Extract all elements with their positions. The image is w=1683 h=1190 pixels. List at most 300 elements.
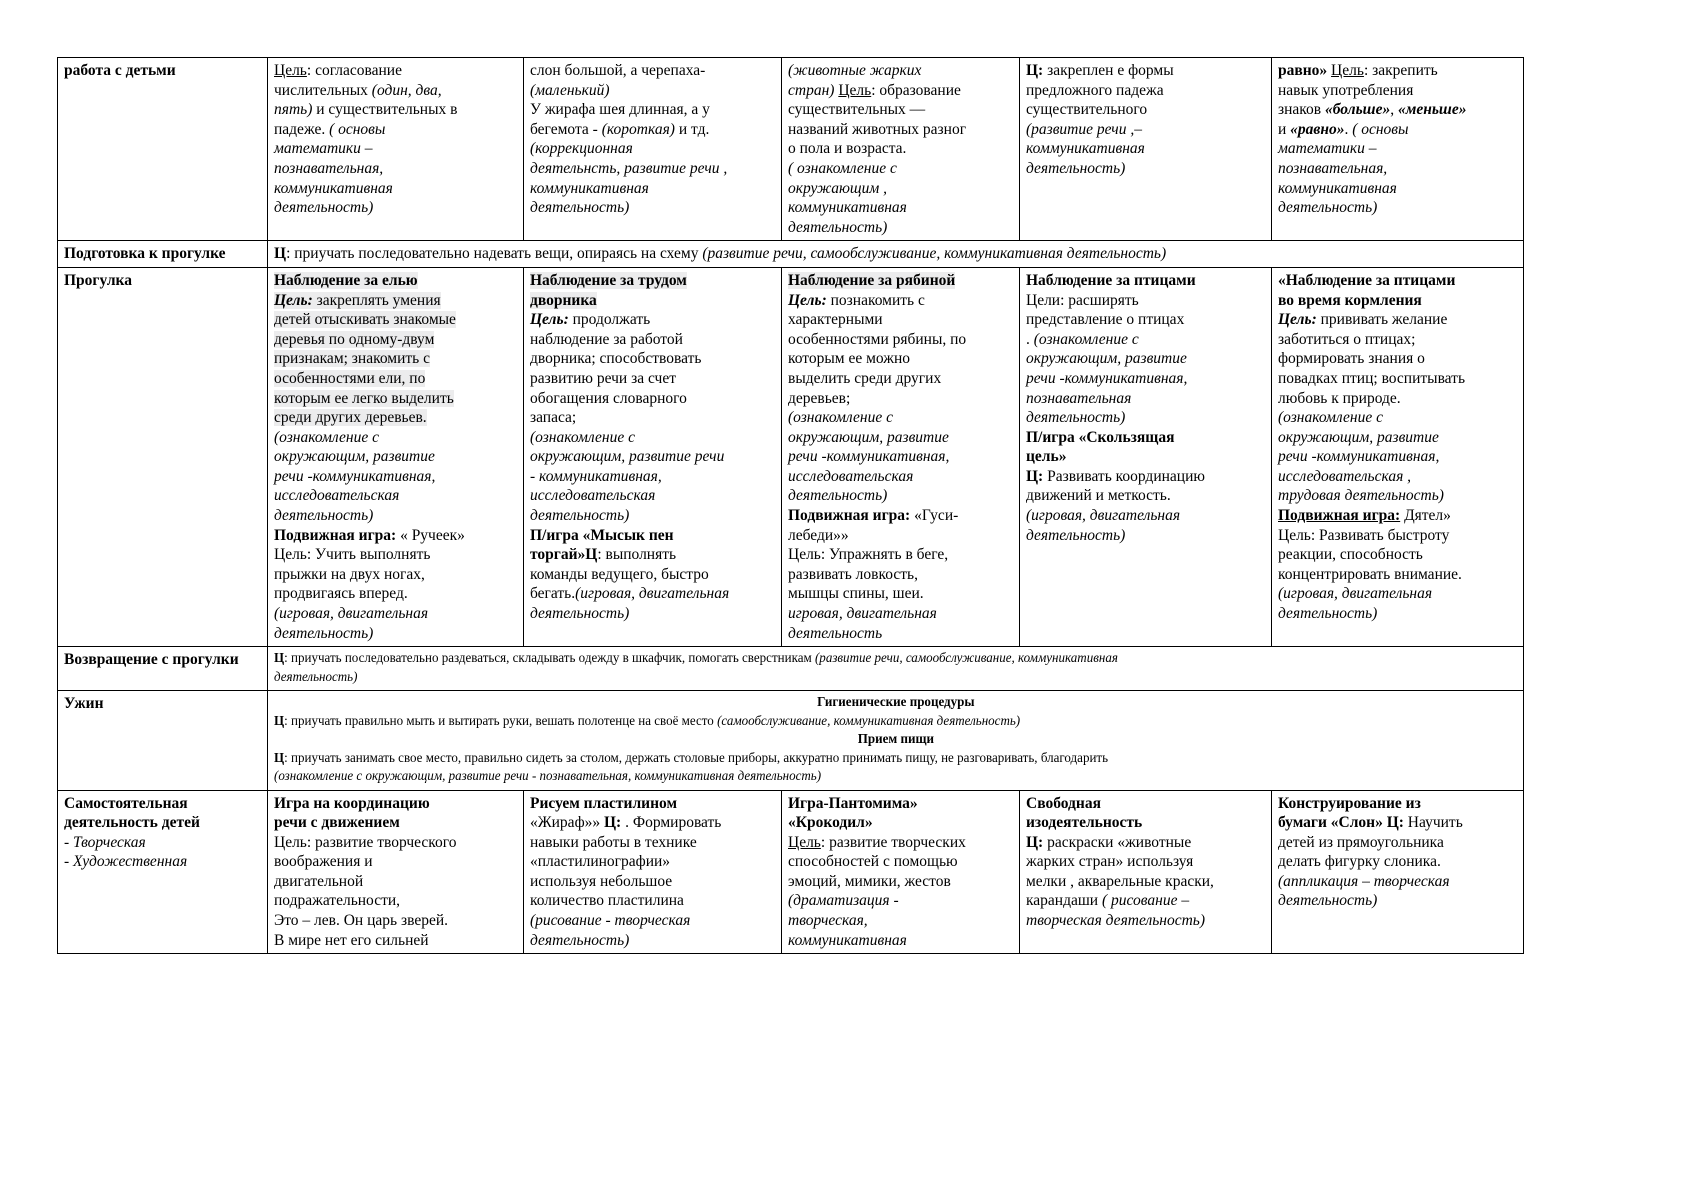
text-run: повадках птиц; воспитывать xyxy=(1278,369,1466,387)
text-line xyxy=(788,61,1014,81)
cell-body xyxy=(1026,61,1266,179)
table-row xyxy=(58,241,1524,268)
text-run: Гигиенические процедуры xyxy=(817,695,975,711)
text-run: окружающим, развитие речи xyxy=(530,448,725,466)
text-run: : согласование xyxy=(306,62,402,79)
cell-body xyxy=(530,271,776,624)
text-run: (самообслуживание, коммуникативная деятельность) xyxy=(717,713,1021,729)
text-run: и тд. xyxy=(674,120,710,138)
text-run: эмоций, мимики, жестов xyxy=(788,872,951,890)
text-run: Наблюдение за елью xyxy=(274,271,418,289)
text-run: трудовая деятельность) xyxy=(1278,487,1444,505)
cell-progulka-2 xyxy=(524,267,782,646)
text-line xyxy=(1026,486,1266,506)
text-line xyxy=(530,565,776,585)
text-run: деятельность xyxy=(788,624,883,642)
text-run: коммуникативная xyxy=(530,179,649,197)
row-label-text: Возвращение с прогулки xyxy=(64,651,239,669)
text-line xyxy=(274,669,1518,687)
text-run: (игровая, двигательная xyxy=(1278,585,1433,603)
text-run: Это – лев. Он царь зверей. xyxy=(274,912,448,930)
text-run: окружающим, развитие xyxy=(788,428,949,446)
text-line xyxy=(274,389,518,409)
text-line xyxy=(274,428,518,448)
text-line xyxy=(788,447,1014,467)
text-run: закреплен е формы xyxy=(1043,62,1174,79)
text-line xyxy=(788,81,1014,101)
text-run: деятельность) xyxy=(1278,605,1378,623)
row-label-samostoyatelnaya-deyatelnost xyxy=(58,790,268,954)
text-run: карандаши xyxy=(1026,892,1102,910)
text-run: навык употребления xyxy=(1278,81,1414,99)
text-run: (короткая) xyxy=(601,120,675,138)
text-run: формировать знания о xyxy=(1278,350,1425,368)
text-run: (драматизация - xyxy=(788,892,899,910)
text-run: цель» xyxy=(1026,448,1067,466)
row-label-rabota-s-detmi xyxy=(58,58,268,241)
text-line xyxy=(274,891,518,911)
text-run: «больше» xyxy=(1324,101,1391,119)
text-run: команды ведущего, быстро xyxy=(530,565,709,583)
cell-body xyxy=(1026,271,1266,545)
text-line xyxy=(1026,526,1266,546)
cell-rabota-s-detmi-4 xyxy=(1020,58,1272,241)
cell-body xyxy=(274,271,518,643)
text-run: стран) xyxy=(788,81,835,99)
text-line xyxy=(1026,139,1266,159)
text-line xyxy=(1278,408,1518,428)
text-line xyxy=(274,330,518,350)
text-line xyxy=(274,694,1518,712)
text-run: развитию речи за счет xyxy=(530,369,676,387)
text-line xyxy=(1026,369,1266,389)
text-line xyxy=(1278,584,1518,604)
text-line xyxy=(274,794,518,814)
text-line xyxy=(788,852,1014,872)
table-row xyxy=(58,790,1524,954)
text-run: математики – xyxy=(1278,140,1377,158)
text-line xyxy=(1278,467,1518,487)
text-run: (игровая, двигательная xyxy=(274,605,429,623)
text-run: ( ознакомление с xyxy=(788,159,897,177)
text-line xyxy=(274,120,518,140)
cell-body xyxy=(1278,61,1518,218)
text-run: коммуникативная xyxy=(788,931,907,949)
text-run: двигательной xyxy=(274,872,364,890)
text-run: Подвижная игра: xyxy=(1278,507,1401,525)
table-row xyxy=(58,647,1524,691)
cell-samostoyatelnaya-deyatelnost-3 xyxy=(782,790,1020,954)
text-run: речи -коммуникативная, xyxy=(788,448,950,466)
text-run: деятельнсть, развитие речи , xyxy=(530,159,728,177)
text-run: прыжки на двух ногах, xyxy=(274,565,425,583)
text-line xyxy=(1278,852,1518,872)
cell-body xyxy=(788,61,1014,237)
text-run: : приучать правильно мыть и вытирать руки, вешать полотенце на своё место xyxy=(284,713,718,729)
text-run: среди других деревьев. xyxy=(274,409,427,427)
text-line xyxy=(274,713,1518,731)
text-run: мышцы спины, шеи. xyxy=(788,585,924,603)
text-line xyxy=(1278,179,1518,199)
text-run: «меньше» xyxy=(1397,101,1467,119)
text-run: бегать. xyxy=(530,585,576,603)
text-run: которым ее легко выделить xyxy=(274,389,454,407)
text-run: речи -коммуникативная, xyxy=(274,467,436,485)
text-line xyxy=(1026,872,1266,892)
text-line xyxy=(530,891,776,911)
text-run: навыки работы в технике xyxy=(530,833,697,851)
text-run: Рисуем пластилином xyxy=(530,794,678,812)
text-run: : развитие творческих xyxy=(820,833,966,851)
cell-body xyxy=(274,794,518,951)
text-run: которым ее можно xyxy=(788,350,911,368)
text-run: : выполнять xyxy=(597,546,677,564)
row-label-text: Самостоятельная деятельность детей xyxy=(64,794,200,832)
row-label-text: Прогулка xyxy=(64,271,132,289)
text-line xyxy=(1278,486,1518,506)
text-line xyxy=(1278,100,1518,120)
row-label-uzhin xyxy=(58,691,268,790)
text-line xyxy=(1278,428,1518,448)
text-run: существительных — xyxy=(788,101,926,119)
text-run: : приучать занимать свое место, правильно сидеть за столом, держать столовые приборы, аккуратно принимать пищу, не разговаривать, благодарить xyxy=(284,750,1109,766)
cell-progulka-3 xyxy=(782,267,1020,646)
text-line xyxy=(788,526,1014,546)
text-line xyxy=(530,159,776,179)
text-line xyxy=(788,486,1014,506)
text-run: Художественная xyxy=(73,853,188,871)
text-line xyxy=(788,467,1014,487)
text-run: (игровая, двигательная xyxy=(1026,507,1181,525)
text-run: Игра-Пантомима» xyxy=(788,794,918,812)
text-run: Цель: Учить выполнять xyxy=(274,546,431,564)
text-run: Прием пищи xyxy=(857,732,934,748)
text-run: Ц xyxy=(274,750,285,766)
text-line xyxy=(788,794,1014,814)
text-run: деятельность) xyxy=(1026,409,1126,427)
text-run: познакомить с xyxy=(826,291,925,309)
text-run: - xyxy=(64,833,74,851)
text-run: коммуникативная xyxy=(274,179,393,197)
text-line xyxy=(1026,891,1266,911)
cell-progulka-5 xyxy=(1272,267,1524,646)
text-run: деятельность) xyxy=(1278,199,1378,217)
text-line xyxy=(274,852,518,872)
text-line xyxy=(64,852,262,872)
text-line xyxy=(1278,349,1518,369)
text-run: Ц xyxy=(274,245,287,263)
text-run: «равно» xyxy=(1290,120,1345,138)
text-line xyxy=(530,198,776,218)
text-line xyxy=(1278,330,1518,350)
text-line xyxy=(274,833,518,853)
text-run: : приучать последовательно раздеваться, складывать одежду в шкафчик, помогать сверстникам xyxy=(284,651,815,667)
text-line xyxy=(530,467,776,487)
text-run: : приучать последовательно надевать вещи, опираясь на схему xyxy=(286,245,703,263)
text-run: (развитие речи, самообслуживание, коммуникативная деятельность) xyxy=(702,245,1167,263)
text-run: игровая, двигательная xyxy=(788,605,937,623)
text-run: Ц: xyxy=(1026,467,1044,485)
text-run: В мире нет его сильней xyxy=(274,931,429,949)
text-line xyxy=(274,931,518,951)
cell-body xyxy=(1026,794,1266,931)
text-run: особенностями ели, по xyxy=(274,369,426,387)
text-run: творческая, xyxy=(788,912,868,930)
text-run: Наблюдение за рябиной xyxy=(788,271,956,289)
text-run: деятельность) xyxy=(1026,159,1126,177)
text-line xyxy=(274,159,518,179)
text-line xyxy=(530,545,776,565)
text-line xyxy=(1026,447,1266,467)
text-run: количество пластилина xyxy=(530,892,684,910)
text-line xyxy=(788,408,1014,428)
text-line xyxy=(274,526,518,546)
text-run: речи -коммуникативная, xyxy=(1278,448,1440,466)
text-run: (аппликация – творческая xyxy=(1278,872,1450,890)
text-run: (ознакомление с xyxy=(788,409,894,427)
text-line xyxy=(530,604,776,624)
table-row xyxy=(58,691,1524,790)
text-line xyxy=(1026,271,1266,291)
text-run: познавательная, xyxy=(1278,159,1388,177)
cell-body xyxy=(530,794,776,951)
text-line xyxy=(788,179,1014,199)
text-line xyxy=(1278,271,1518,291)
text-run: « Ручеек» xyxy=(396,526,465,544)
text-line xyxy=(274,271,518,291)
text-run: : образование xyxy=(871,81,961,99)
cell-samostoyatelnaya-deyatelnost-4 xyxy=(1020,790,1272,954)
text-run: коммуникативная xyxy=(1026,140,1145,158)
text-line xyxy=(1278,81,1518,101)
text-line xyxy=(530,813,776,833)
text-run: (рисование - творческая xyxy=(530,912,691,930)
text-line xyxy=(274,81,518,101)
text-run: деятельность) xyxy=(530,199,630,217)
text-run: Игра на координацию xyxy=(274,794,430,812)
text-run: прививать желание xyxy=(1316,311,1448,329)
text-run: (ознакомление с xyxy=(1278,409,1384,427)
text-run: и xyxy=(1278,120,1291,138)
text-run: исследовательская , xyxy=(1278,467,1412,485)
text-run: Развивать координацию xyxy=(1043,467,1205,485)
text-line xyxy=(1026,408,1266,428)
text-run: Ц: xyxy=(1026,833,1044,851)
text-line xyxy=(530,120,776,140)
text-run: Конструирование из xyxy=(1278,794,1421,812)
text-run: деятельность) xyxy=(274,199,374,217)
text-run: Ц: xyxy=(1026,62,1044,79)
text-run: окружающим , xyxy=(788,179,888,197)
table-row xyxy=(58,267,1524,646)
text-run: деятельность) xyxy=(530,605,630,623)
text-run: : закрепить xyxy=(1363,62,1438,79)
text-run: Цель: Развивать быстроту xyxy=(1278,526,1450,544)
text-run: ( рисование – xyxy=(1101,892,1190,910)
text-line xyxy=(1278,833,1518,853)
text-line xyxy=(274,565,518,585)
text-run: развивать ловкость, xyxy=(788,565,918,583)
text-run: познавательная, xyxy=(274,159,384,177)
text-line xyxy=(274,198,518,218)
daily-plan-table xyxy=(57,57,1524,954)
cell-progulka-4 xyxy=(1020,267,1272,646)
text-run: дворника xyxy=(530,291,597,309)
text-line xyxy=(788,428,1014,448)
cell-rabota-s-detmi-5 xyxy=(1272,58,1524,241)
text-line xyxy=(1278,291,1518,311)
row-label-text: работа с детьми xyxy=(64,62,176,79)
text-line xyxy=(1278,310,1518,330)
text-run: (один, два, xyxy=(371,81,442,99)
text-run: , xyxy=(1390,101,1398,119)
text-line xyxy=(1026,428,1266,448)
text-run: во время кормления xyxy=(1278,291,1422,309)
text-line xyxy=(1026,120,1266,140)
text-run: деятельность) xyxy=(788,487,888,505)
cell-body xyxy=(788,271,1014,643)
text-run: числительных xyxy=(274,81,372,99)
text-run: окружающим, развитие xyxy=(1278,428,1439,446)
cell-samostoyatelnaya-deyatelnost-1 xyxy=(268,790,524,954)
text-line xyxy=(274,310,518,330)
text-run: мелки , акварельные краски, xyxy=(1026,872,1214,890)
text-line xyxy=(274,291,518,311)
cell-body xyxy=(788,794,1014,951)
text-run: наблюдение за работой xyxy=(530,330,683,348)
text-line xyxy=(788,369,1014,389)
text-line xyxy=(530,486,776,506)
text-line xyxy=(274,731,1518,749)
text-line xyxy=(788,271,1014,291)
table-row xyxy=(58,58,1524,241)
text-run: продвигаясь вперед. xyxy=(274,585,408,603)
text-line xyxy=(274,100,518,120)
text-line xyxy=(1026,389,1266,409)
text-run: особенностями рябины, по xyxy=(788,330,967,348)
text-line xyxy=(274,486,518,506)
text-run: детей из прямоугольника xyxy=(1278,833,1444,851)
text-run: деревья по одному-двум xyxy=(274,330,435,348)
text-line xyxy=(1278,159,1518,179)
text-run: окружающим, развитие xyxy=(274,448,435,466)
text-run: деятельность) xyxy=(530,507,630,525)
text-line xyxy=(530,179,776,199)
text-run: . xyxy=(1344,120,1353,138)
text-line xyxy=(788,565,1014,585)
text-line xyxy=(1278,604,1518,624)
text-line xyxy=(788,139,1014,159)
text-line xyxy=(64,833,262,853)
text-line xyxy=(274,349,518,369)
text-run: речи -коммуникативная, xyxy=(1026,369,1188,387)
text-line xyxy=(1278,813,1518,833)
text-line xyxy=(530,369,776,389)
row-label-podgotovka-k-progulke xyxy=(58,241,268,268)
text-run: заботиться о птицах; xyxy=(1278,330,1416,348)
text-line xyxy=(1026,506,1266,526)
text-line xyxy=(530,506,776,526)
text-run: детей отыскивать знакомые xyxy=(274,311,456,329)
text-run: деятельность) xyxy=(274,669,358,685)
text-run: (ознакомление с xyxy=(274,428,380,446)
text-run: «пластилинографии» xyxy=(530,853,671,871)
text-line xyxy=(274,911,518,931)
text-line xyxy=(1278,61,1518,81)
text-line xyxy=(530,310,776,330)
text-run: характерными xyxy=(788,311,883,329)
text-run: жарких стран» используя xyxy=(1026,853,1194,871)
text-run: Наблюдение за птицами xyxy=(1026,271,1196,289)
text-line xyxy=(274,872,518,892)
text-line xyxy=(788,833,1014,853)
text-line xyxy=(274,506,518,526)
text-line xyxy=(1278,526,1518,546)
text-line xyxy=(530,794,776,814)
text-line xyxy=(788,604,1014,624)
text-line xyxy=(530,833,776,853)
text-run: Наблюдение за трудом xyxy=(530,271,687,289)
text-run: «Крокодил» xyxy=(788,814,873,832)
text-line xyxy=(274,369,518,389)
text-run: Дятел» xyxy=(1400,507,1451,525)
text-run: «Жираф»» xyxy=(530,814,601,832)
text-line xyxy=(530,389,776,409)
cell-body xyxy=(1278,271,1518,624)
text-line xyxy=(530,61,776,81)
text-line xyxy=(530,911,776,931)
text-run: слон большой, а черепаха- xyxy=(530,62,706,79)
text-line xyxy=(530,872,776,892)
text-run: П/игра «Мысык пен xyxy=(530,526,674,544)
text-line xyxy=(788,310,1014,330)
text-run: о пола и возраста. xyxy=(788,140,907,158)
text-line xyxy=(274,604,518,624)
text-line xyxy=(1278,120,1518,140)
text-run: Цель: Упражнять в беге, xyxy=(788,546,949,564)
text-run: деятельность) xyxy=(274,507,374,525)
text-run: представление о птицах xyxy=(1026,311,1185,329)
text-run: - xyxy=(64,853,74,871)
text-run: математики – xyxy=(274,140,373,158)
text-run: исследовательская xyxy=(530,487,656,505)
text-line xyxy=(788,330,1014,350)
text-line xyxy=(788,813,1014,833)
text-run: (ознакомление с xyxy=(1033,330,1139,348)
text-line xyxy=(1026,833,1266,853)
text-run: падеже. xyxy=(274,120,330,138)
text-run: продолжать xyxy=(568,311,651,329)
text-run: используя небольшое xyxy=(530,872,673,890)
text-run: движений и меткость. xyxy=(1026,487,1171,505)
text-run: делать фигурку слоника. xyxy=(1278,853,1441,871)
text-run: - коммуникативная, xyxy=(530,467,662,485)
text-run: Цель xyxy=(274,62,307,79)
text-line xyxy=(530,330,776,350)
text-run: любовь к природе. xyxy=(1278,389,1401,407)
text-run: лебеди»» xyxy=(788,526,849,544)
row-label-text: Подготовка к прогулке xyxy=(64,245,226,263)
text-line xyxy=(788,349,1014,369)
text-line xyxy=(530,447,776,467)
text-line xyxy=(788,545,1014,565)
text-line xyxy=(530,408,776,428)
text-run: существительного xyxy=(1026,101,1148,119)
cell-progulka-1 xyxy=(268,267,524,646)
text-run: Цели: расширять xyxy=(1026,291,1139,309)
cell-samostoyatelnaya-deyatelnost-5 xyxy=(1272,790,1524,954)
text-line xyxy=(1026,100,1266,120)
